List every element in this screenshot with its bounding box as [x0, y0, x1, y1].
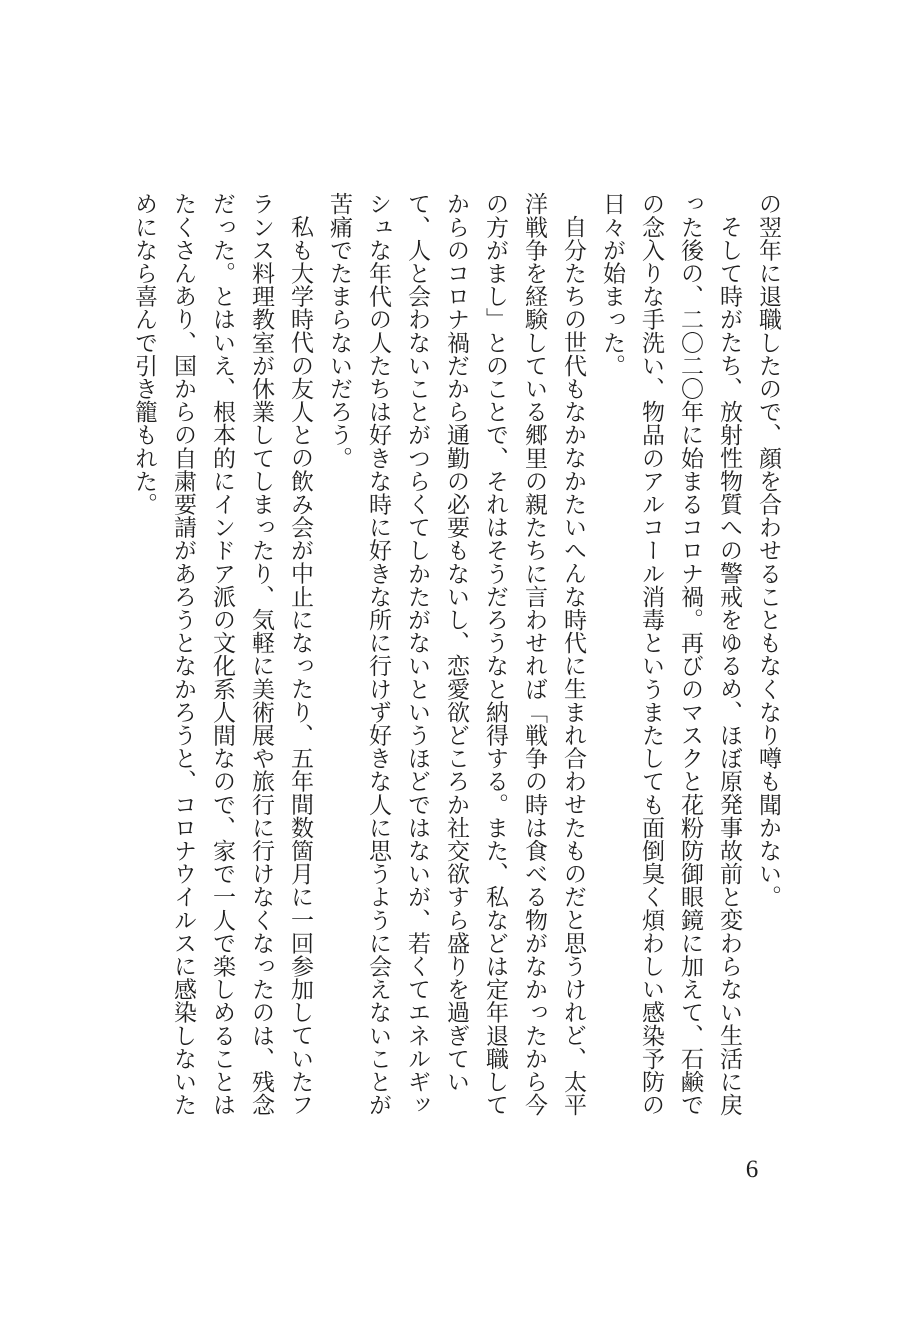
paragraph: 私も大学時代の友人との飲み会が中止になったり、五年間数箇月に一回参加していたフランス料理教室が休業してしまったり、気軽に美術展や旅行に行けなくなったのは、残念だった。とはいえ、根本的にインドア派の文化系人間なので、家で一人で楽しめることはたくさんあり、国からの自粛要請があろうとなかろうと、コロナウイルスに感染しないためになら喜んで引き籠もれた。	[132, 192, 313, 1116]
paragraph: の翌年に退職したので、顔を合わせることもなくなり噂も聞かない。	[756, 192, 781, 909]
body-text	[125, 192, 788, 1116]
paragraph: そして時がたち、放射性物質への警戒をゆるめ、ほぼ原発事故前と変わらない生活に戻った後の、二〇二〇年に始まるコロナ禍。再びのマスクと花粉防御眼鏡に加えて、石鹸での念入りな手洗い、物品のアルコール消毒というまたしても面倒臭く煩わしい感染予防の日々が始まった。	[600, 192, 742, 1116]
paragraph: 自分たちの世代もなかなかたいへんな時代に生まれ合わせたものだと思うけれど、太平洋戦争を経験している郷里の親たちに言わせれば「戦争の時は食べる物がなかったから今の方がまし」とのことで、それはそうだろうなと納得する。また、私などは定年退職してからのコロナ禍だから通勤の必要もないし、恋愛欲どころか社交欲すら盛りを過ぎていて、人と会わないことがつらくてしかたがないというほどではないが、若くてエネルギッシュな年代の人たちは好きな時に好きな所に行けず好きな人に思うように会えないことが苦痛でたまらないだろう。	[327, 192, 586, 1116]
page-number: 6	[745, 1156, 759, 1183]
